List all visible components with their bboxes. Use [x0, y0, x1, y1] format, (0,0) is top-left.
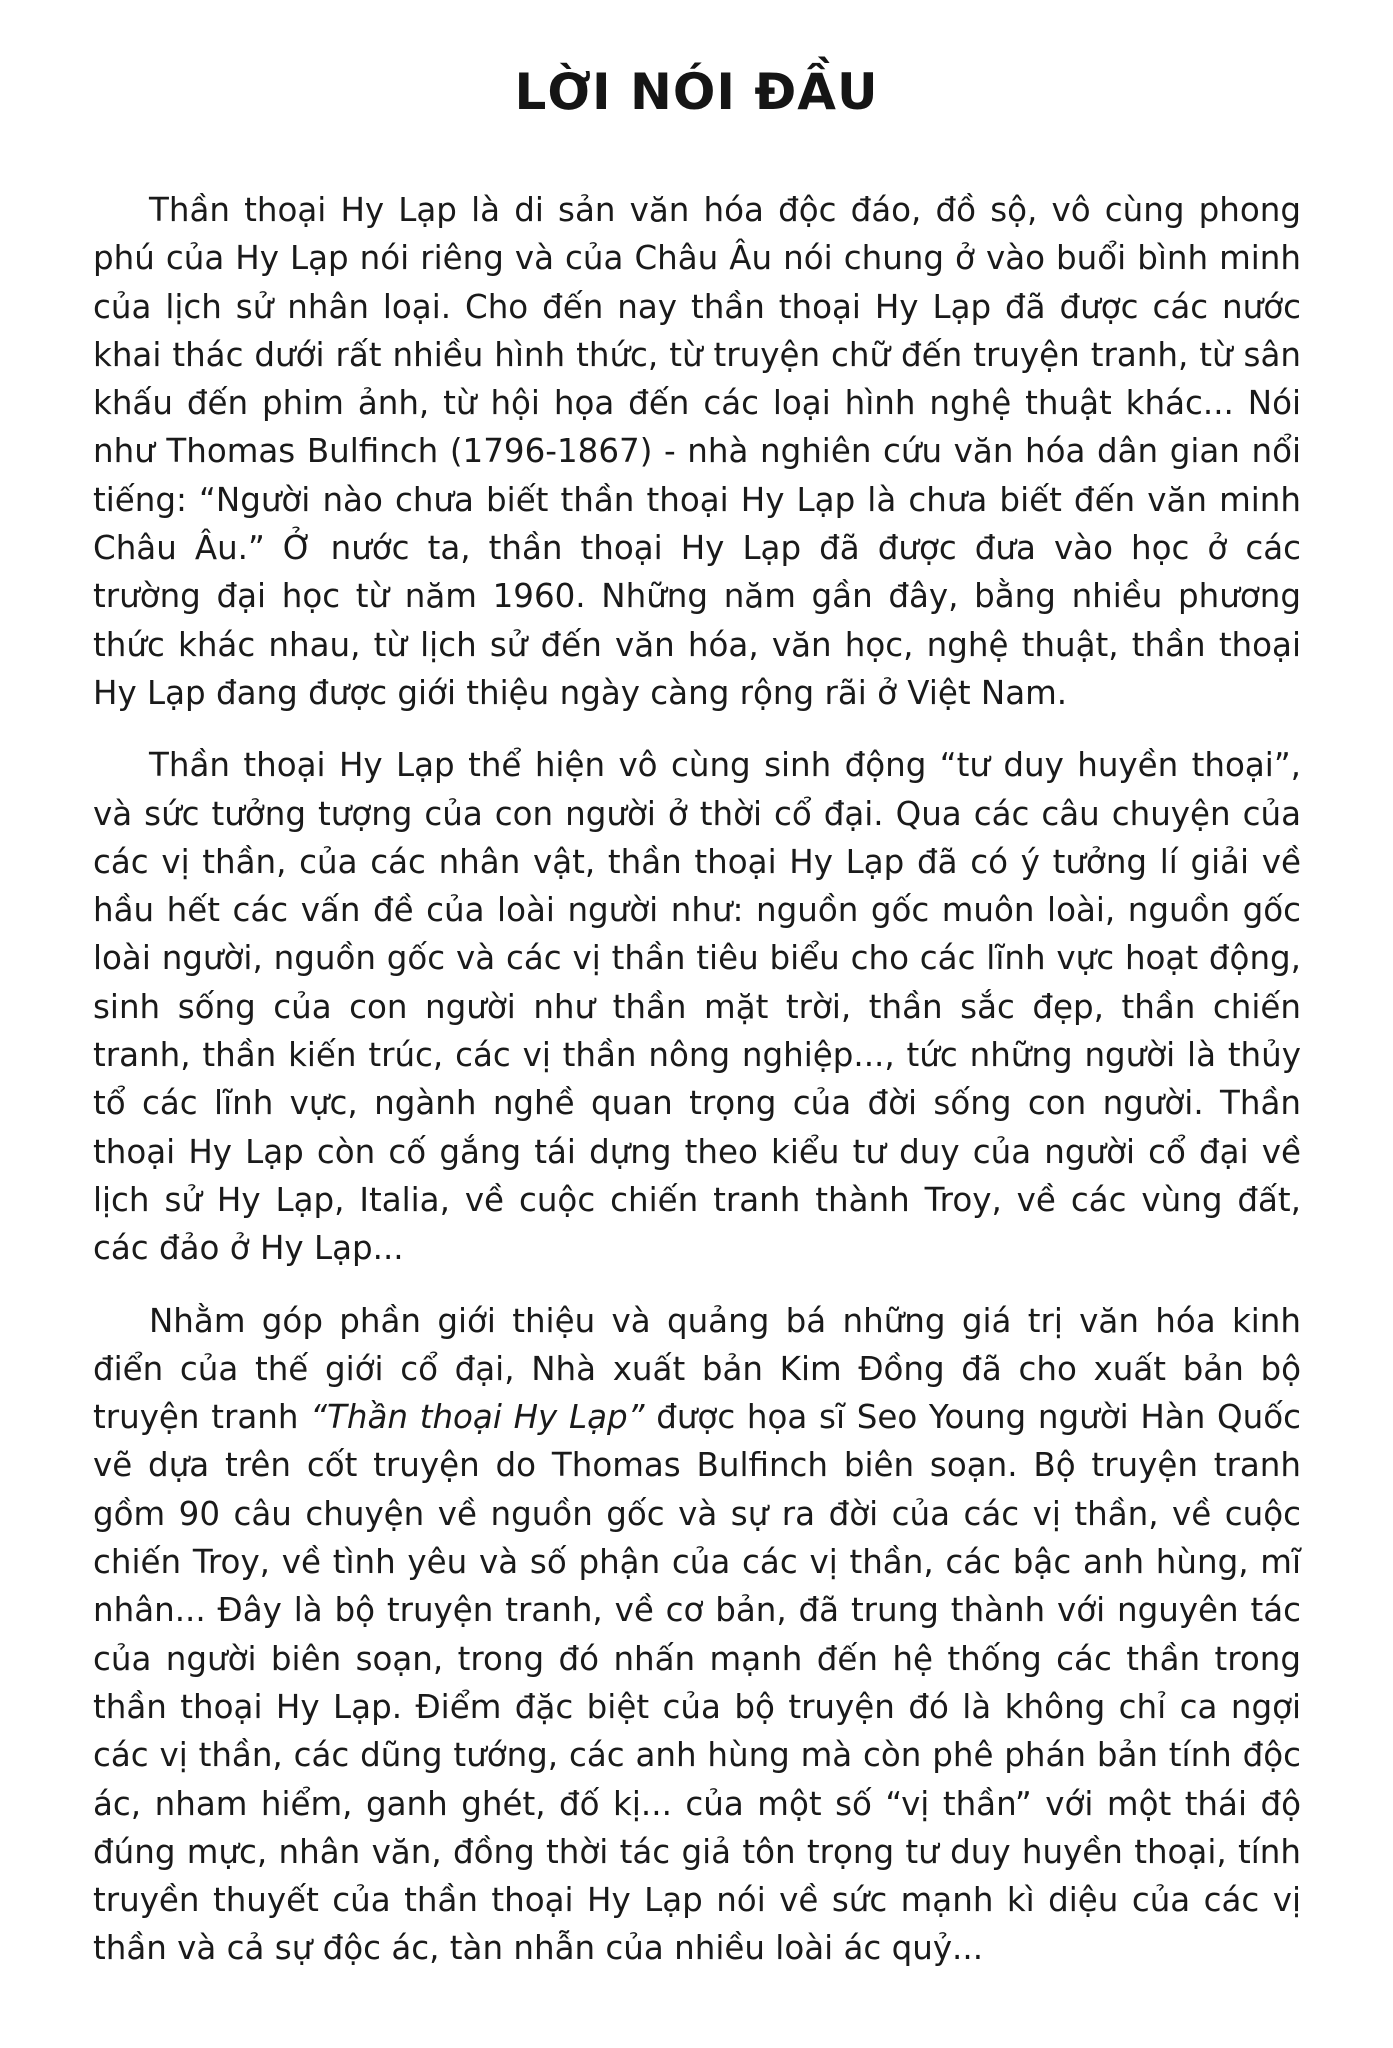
- book-title-italic: “Thần thoại Hy Lạp”: [310, 1398, 645, 1437]
- paragraph-3-after: được họa sĩ Seo Young người Hàn Quốc vẽ dựa trên cốt truyện do Thomas Bulfinch biên soạn. Bộ truyện tranh gồm 90 câu chuyện về nguồn gốc và sự ra đời của các vị thần, về cuộc chiến Troy, về tình yêu và số phận của các vị thần, các bậc anh hùng, mĩ nhân... Đây là bộ truyện tranh, về cơ bản, đã trung thành với nguyên tác của người biên soạn, trong đó nhấn mạnh đến hệ thống các thần trong thần thoại Hy Lạp. Điểm đặc biệt của bộ truyện đó là không chỉ ca ngợi các vị thần, các dũng tướng, các anh hùng mà còn phê phán bản tính độc ác, nham hiểm, ganh ghét, đố kị... của một số “vị thần” với một thái độ đúng mực, nhân văn, đồng thời tác giả tôn trọng tư duy huyền thoại, tính truyền thuyết của thần thoại Hy Lạp nói về sức mạnh kì diệu của các vị thần và cả sự độc ác, tàn nhẫn của nhiều loài ác quỷ...: [93, 1398, 1301, 1968]
- paragraph-2: Thần thoại Hy Lạp thể hiện vô cùng sinh động “tư duy huyền thoại”, và sức tưởng tượng của con người ở thời cổ đại. Qua các câu chuyện của các vị thần, của các nhân vật, thần thoại Hy Lạp đã có ý tưởng lí giải về hầu hết các vấn đề của loài người như: nguồn gốc muôn loài, nguồn gốc loài người, nguồn gốc và các vị thần tiêu biểu cho các lĩnh vực hoạt động, sinh sống của con người như thần mặt trời, thần sắc đẹp, thần chiến tranh, thần kiến trúc, các vị thần nông nghiệp..., tức những người là thủy tổ các lĩnh vực, ngành nghề quan trọng của đời sống con người. Thần thoại Hy Lạp còn cố gắng tái dựng theo kiểu tư duy của người cổ đại về lịch sử Hy Lạp, Italia, về cuộc chiến tranh thành Troy, về các vùng đất, các đảo ở Hy Lạp...: [93, 746, 1301, 1268]
- paragraph-3-before: Nhằm góp phần giới thiệu và quảng bá những giá trị văn hóa kinh điển của thế giới cổ đại, Nhà xuất bản Kim Đồng đã cho xuất bản bộ truyện tranh: [93, 1301, 1301, 1437]
- page-title: LỜI NÓI ĐẦU: [514, 63, 879, 121]
- preface-body: [93, 186, 1301, 1997]
- paragraph-3: [93, 1297, 1301, 1973]
- paragraph-1: Thần thoại Hy Lạp là di sản văn hóa độc đáo, đồ sộ, vô cùng phong phú của Hy Lạp nói riêng và của Châu Âu nói chung ở vào buổi bình minh của lịch sử nhân loại. Cho đến nay thần thoại Hy Lạp đã được các nước khai thác dưới rất nhiều hình thức, từ truyện chữ đến truyện tranh, từ sân khấu đến phim ảnh, từ hội họa đến các loại hình nghệ thuật khác... Nói như Thomas Bulfinch (1796-1867) - nhà nghiên cứu văn hóa dân gian nổi tiếng: “Người nào chưa biết thần thoại Hy Lạp là chưa biết đến văn minh Châu Âu.” Ở nước ta, thần thoại Hy Lạp đã được đưa vào học ở các trường đại học từ năm 1960. Những năm gần đây, bằng nhiều phương thức khác nhau, từ lịch sử đến văn hóa, văn học, nghệ thuật, thần thoại Hy Lạp đang được giới thiệu ngày càng rộng rãi ở Việt Nam.: [93, 191, 1301, 712]
